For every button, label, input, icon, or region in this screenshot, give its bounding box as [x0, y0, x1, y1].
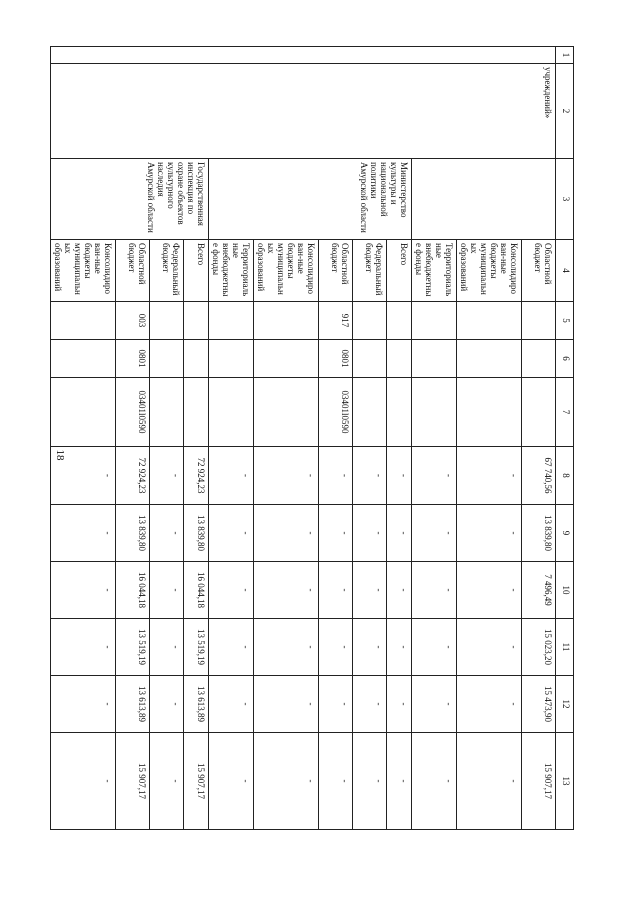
cell-col6: [254, 340, 319, 378]
cell-col6: [457, 340, 522, 378]
cell-col2: учреждений»: [522, 64, 556, 159]
cell-col9: 13 839,80: [184, 505, 209, 562]
header-cell: 13: [556, 733, 574, 830]
cell-col13: -: [319, 733, 353, 830]
table-row: [522, 47, 556, 830]
cell-col2: [319, 64, 353, 159]
cell-col1: [254, 47, 319, 64]
cell-col9: -: [209, 505, 254, 562]
cell-col10: -: [387, 562, 412, 619]
cell-col13: 15 907,17: [184, 733, 209, 830]
cell-col1: [319, 47, 353, 64]
cell-col6: [522, 340, 556, 378]
cell-col5: [522, 302, 556, 340]
cell-col7: [522, 378, 556, 447]
cell-col1: [150, 47, 184, 64]
cell-col5: [51, 302, 116, 340]
cell-col6: [51, 340, 116, 378]
cell-col4: Территориальные внебюджетные фонды: [209, 240, 254, 302]
cell-col1: [353, 47, 387, 64]
budget-table: [50, 46, 574, 830]
cell-col1: [51, 47, 116, 64]
cell-col5: 917: [319, 302, 353, 340]
cell-col6: [209, 340, 254, 378]
cell-col10: -: [209, 562, 254, 619]
cell-col7: 03401l0590: [116, 378, 150, 447]
cell-col11: -: [412, 619, 457, 676]
cell-col2: [51, 64, 116, 159]
cell-col3: [457, 159, 522, 240]
cell-col13: -: [150, 733, 184, 830]
cell-col4: Областной бюджет: [116, 240, 150, 302]
cell-col5: [184, 302, 209, 340]
cell-col7: [254, 378, 319, 447]
cell-col9: -: [254, 505, 319, 562]
cell-col2: [387, 64, 412, 159]
cell-col6: [150, 340, 184, 378]
cell-col12: -: [412, 676, 457, 733]
cell-col12: -: [457, 676, 522, 733]
cell-col8: 72 924,23: [184, 447, 209, 505]
header-cell: 10: [556, 562, 574, 619]
cell-col6: [184, 340, 209, 378]
cell-col10: -: [353, 562, 387, 619]
cell-col8: -: [51, 447, 116, 505]
cell-col7: [51, 378, 116, 447]
cell-col8: -: [387, 447, 412, 505]
cell-col13: -: [209, 733, 254, 830]
cell-col8: -: [254, 447, 319, 505]
cell-col12: -: [319, 676, 353, 733]
cell-col4: Территориальные внебюджетные фонды: [412, 240, 457, 302]
cell-col3: [522, 159, 556, 240]
cell-col5: [412, 302, 457, 340]
header-cell: 6: [556, 340, 574, 378]
cell-col12: -: [353, 676, 387, 733]
cell-col11: -: [387, 619, 412, 676]
cell-col13: -: [254, 733, 319, 830]
cell-col9: 13 839,80: [522, 505, 556, 562]
cell-col4: Всего: [184, 240, 209, 302]
header-cell: 5: [556, 302, 574, 340]
cell-col1: [522, 47, 556, 64]
cell-col5: [457, 302, 522, 340]
cell-col10: -: [254, 562, 319, 619]
cell-col6: [353, 340, 387, 378]
cell-col7: [457, 378, 522, 447]
cell-col7: [209, 378, 254, 447]
cell-col5: [387, 302, 412, 340]
cell-col2: [209, 64, 254, 159]
cell-col4: Консолидирован-ные бюджеты муниципальных образований: [254, 240, 319, 302]
cell-col2: [412, 64, 457, 159]
cell-col2: [457, 64, 522, 159]
cell-col9: -: [412, 505, 457, 562]
cell-col3: [412, 159, 457, 240]
cell-col11: -: [353, 619, 387, 676]
cell-col7: [412, 378, 457, 447]
header-cell: 11: [556, 619, 574, 676]
cell-col4: Консолидирован-ные бюджеты муниципальных образований: [51, 240, 116, 302]
cell-col4: Консолидирован-ные бюджеты муниципальных образований: [457, 240, 522, 302]
cell-col9: -: [457, 505, 522, 562]
cell-col5: 003: [116, 302, 150, 340]
cell-col11: 13 519,19: [116, 619, 150, 676]
cell-col1: [387, 47, 412, 64]
cell-col5: [150, 302, 184, 340]
header-cell: 3: [556, 159, 574, 240]
cell-col2: [116, 64, 150, 159]
header-cell: 7: [556, 378, 574, 447]
cell-col4: Федеральный бюджет: [150, 240, 184, 302]
cell-col1: [116, 47, 150, 64]
cell-col11: -: [254, 619, 319, 676]
cell-col8: 72 924,23: [116, 447, 150, 505]
cell-col11: -: [319, 619, 353, 676]
cell-col6: [412, 340, 457, 378]
cell-col8: -: [353, 447, 387, 505]
cell-col10: -: [51, 562, 116, 619]
cell-col11: 15 023,20: [522, 619, 556, 676]
cell-col12: 13 613,89: [116, 676, 150, 733]
cell-col5: [254, 302, 319, 340]
cell-col8: -: [412, 447, 457, 505]
header-cell: 4: [556, 240, 574, 302]
cell-col10: 16 044,18: [116, 562, 150, 619]
cell-col1: [184, 47, 209, 64]
cell-col3: Министерство культуры и национальной политики Амурской области: [209, 159, 412, 240]
cell-col1: [209, 47, 254, 64]
cell-col3: Государственная инспекция по охране объектов культурного наследия Амурской области: [51, 159, 209, 240]
cell-col10: -: [319, 562, 353, 619]
table-row: [457, 47, 522, 830]
cell-col11: 13 519,19: [184, 619, 209, 676]
cell-col13: -: [353, 733, 387, 830]
cell-col8: -: [319, 447, 353, 505]
cell-col13: -: [51, 733, 116, 830]
cell-col10: 16 044,18: [184, 562, 209, 619]
cell-col6: 0801: [116, 340, 150, 378]
cell-col9: -: [387, 505, 412, 562]
cell-col13: 15 907,17: [522, 733, 556, 830]
cell-col12: -: [150, 676, 184, 733]
cell-col6: [387, 340, 412, 378]
cell-col10: -: [457, 562, 522, 619]
cell-col12: -: [209, 676, 254, 733]
table-row: [387, 47, 412, 830]
cell-col8: -: [457, 447, 522, 505]
cell-col13: 15 907,17: [116, 733, 150, 830]
table-row: [184, 47, 209, 830]
cell-col9: -: [353, 505, 387, 562]
cell-col4: Областной бюджет: [522, 240, 556, 302]
header-cell: 9: [556, 505, 574, 562]
cell-col2: [254, 64, 319, 159]
cell-col12: -: [387, 676, 412, 733]
cell-col12: 13 613,89: [184, 676, 209, 733]
cell-col10: -: [150, 562, 184, 619]
page-number: 18: [54, 449, 66, 461]
cell-col7: [387, 378, 412, 447]
cell-col5: [209, 302, 254, 340]
cell-col7: [150, 378, 184, 447]
cell-col10: 7 496,49: [522, 562, 556, 619]
cell-col6: 0801: [319, 340, 353, 378]
cell-col4: Федеральный бюджет: [353, 240, 387, 302]
cell-col12: -: [254, 676, 319, 733]
cell-col1: [457, 47, 522, 64]
cell-col13: -: [457, 733, 522, 830]
cell-col7: [184, 378, 209, 447]
budget-table-rotated: [53, 46, 574, 829]
cell-col7: [353, 378, 387, 447]
cell-col2: [150, 64, 184, 159]
cell-col9: 13 839,80: [116, 505, 150, 562]
cell-col8: -: [209, 447, 254, 505]
cell-col2: [184, 64, 209, 159]
cell-col11: -: [457, 619, 522, 676]
cell-col7: 03401l0590: [319, 378, 353, 447]
cell-col2: [353, 64, 387, 159]
cell-col1: [412, 47, 457, 64]
cell-col12: -: [51, 676, 116, 733]
header-cell: 2: [556, 64, 574, 159]
cell-col11: -: [150, 619, 184, 676]
header-cell: 8: [556, 447, 574, 505]
cell-col4: Всего: [387, 240, 412, 302]
cell-col4: Областной бюджет: [319, 240, 353, 302]
cell-col8: 67 740,56: [522, 447, 556, 505]
header-cell: 1: [556, 47, 574, 64]
cell-col9: -: [51, 505, 116, 562]
cell-col9: -: [319, 505, 353, 562]
cell-col13: -: [412, 733, 457, 830]
cell-col11: -: [51, 619, 116, 676]
cell-col12: 15 473,90: [522, 676, 556, 733]
cell-col8: -: [150, 447, 184, 505]
cell-col13: -: [387, 733, 412, 830]
table-row: [412, 47, 457, 830]
header-row: [556, 47, 574, 830]
cell-col5: [353, 302, 387, 340]
cell-col10: -: [412, 562, 457, 619]
header-cell: 12: [556, 676, 574, 733]
cell-col9: -: [150, 505, 184, 562]
cell-col11: -: [209, 619, 254, 676]
